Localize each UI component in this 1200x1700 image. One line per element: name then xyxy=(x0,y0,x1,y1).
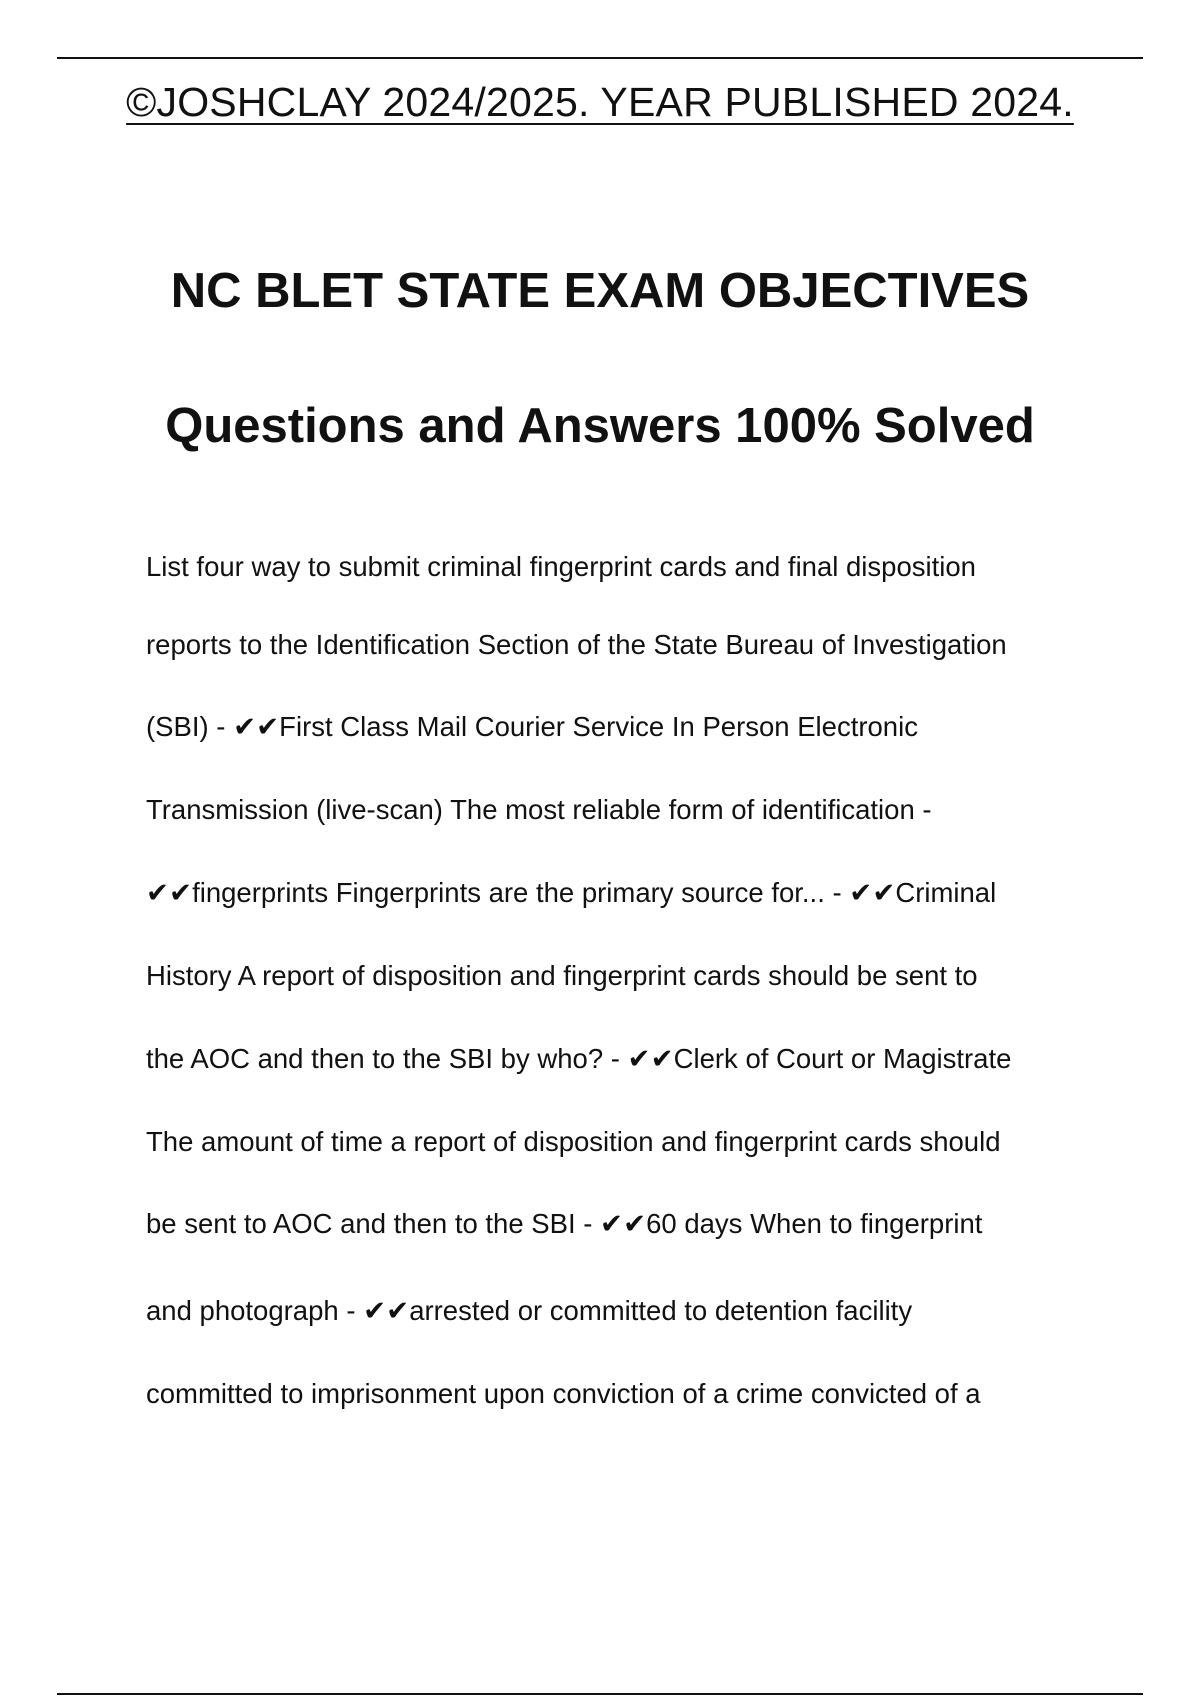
body-line: ✔✔fingerprints Fingerprints are the primary source for... - ✔✔Criminal xyxy=(146,877,997,908)
body-line: reports to the Identification Section of the State Bureau of Investigation xyxy=(146,629,1007,660)
copyright-text: ©JOSHCLAY 2024/2025. YEAR PUBLISHED 2024. xyxy=(126,79,1074,125)
body-line: Transmission (live-scan) The most reliable form of identification - xyxy=(146,794,932,825)
bottom-divider xyxy=(57,1693,1143,1695)
body-line: the AOC and then to the SBI by who? - ✔✔Clerk of Court or Magistrate xyxy=(146,1043,1012,1074)
body-line: (SBI) - ✔✔First Class Mail Courier Service In Person Electronic xyxy=(146,711,918,742)
document-title: NC BLET STATE EXAM OBJECTIVES xyxy=(170,264,1030,318)
body-line: The amount of time a report of disposition and fingerprint cards should xyxy=(146,1126,1001,1157)
body-line: History A report of disposition and fingerprint cards should be sent to xyxy=(146,960,978,991)
body-line: be sent to AOC and then to the SBI - ✔✔60 days When to fingerprint xyxy=(146,1208,983,1239)
body-line: committed to imprisonment upon conviction of a crime convicted of a xyxy=(146,1378,981,1409)
top-divider xyxy=(57,57,1143,59)
body-line: List four way to submit criminal fingerprint cards and final disposition xyxy=(146,551,976,582)
body-line: and photograph - ✔✔arrested or committed to detention facility xyxy=(146,1295,913,1326)
document-subtitle: Questions and Answers 100% Solved xyxy=(165,399,1035,453)
copyright-header xyxy=(0,78,1200,126)
